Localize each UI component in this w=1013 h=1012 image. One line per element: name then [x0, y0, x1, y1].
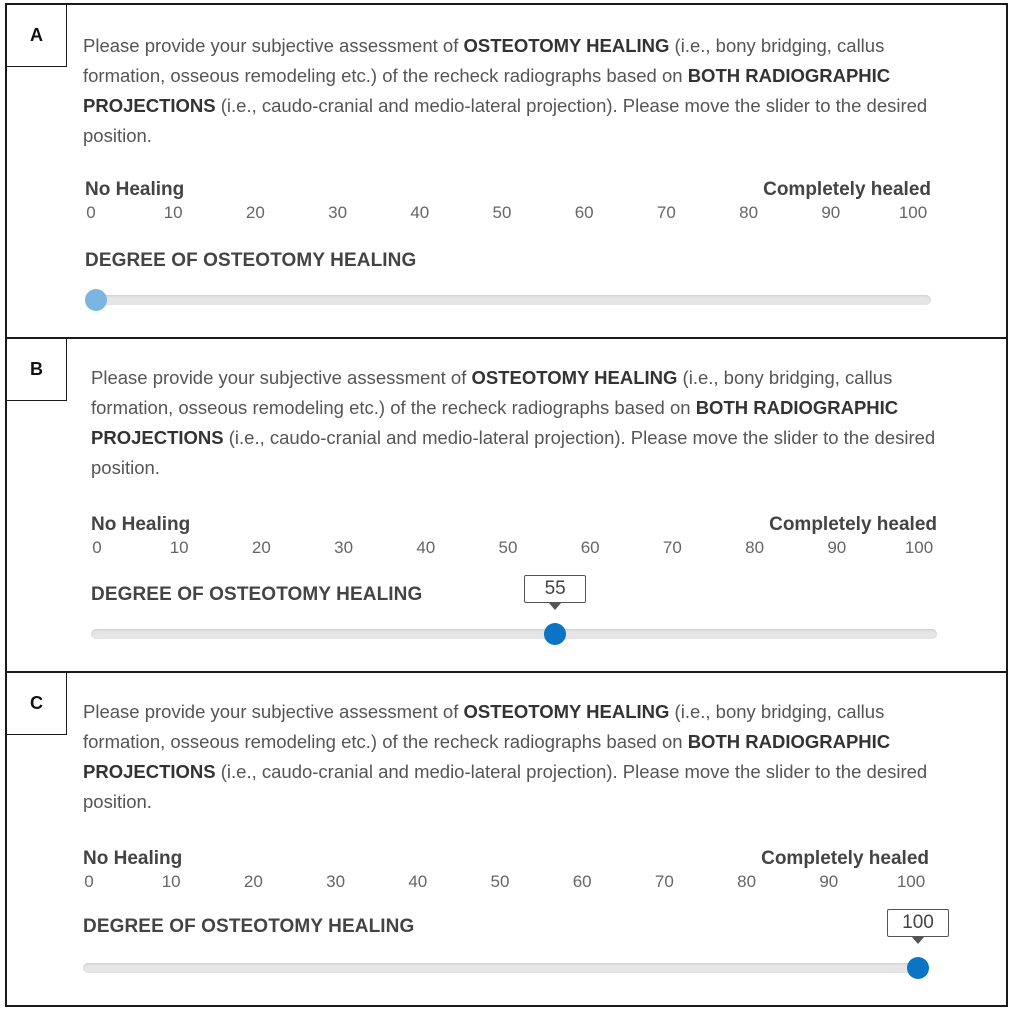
tick-label: 60	[580, 538, 600, 557]
tick-label: 100	[896, 872, 926, 891]
slider-track[interactable]	[91, 629, 937, 639]
scale-high-label: Completely healed	[763, 179, 931, 200]
slider-track[interactable]	[85, 295, 931, 305]
tick-label: 0	[84, 872, 94, 891]
tick-label: 30	[326, 872, 346, 891]
tick-label: 50	[492, 203, 512, 222]
slider-handle[interactable]	[544, 623, 566, 645]
slider-label: DEGREE OF OSTEOTOMY HEALING	[91, 584, 423, 605]
tick-label: 70	[662, 538, 682, 557]
tick-label: 0	[92, 538, 102, 557]
tick-label: 30	[334, 538, 354, 557]
panel-letter: A	[7, 5, 67, 67]
panel-b	[5, 337, 1008, 673]
value-bubble: 100	[887, 909, 949, 937]
question-text: Please provide your subjective assessment of OSTEOTOMY HEALING (i.e., bony bridging, callus formation, osseous remodeling etc.) of the recheck radiographs based on BOTH RADIOGRAPHIC PROJECTIONS (i.e., caudo-cranial and medio-lateral projection). Please move the slider to the desired position.	[83, 35, 928, 146]
tick-label: 80	[739, 203, 759, 222]
tick-label: 50	[490, 872, 510, 891]
tick-label: 100	[904, 538, 934, 557]
value-bubble: 55	[524, 575, 586, 603]
tick-label: 40	[410, 203, 430, 222]
tick-label: 50	[498, 538, 518, 557]
scale	[83, 848, 929, 896]
tick-label: 90	[827, 538, 847, 557]
value-bubble-pointer	[549, 603, 561, 610]
question-text: Please provide your subjective assessment of OSTEOTOMY HEALING (i.e., bony bridging, callus formation, osseous remodeling etc.) of the recheck radiographs based on BOTH RADIOGRAPHIC PROJECTIONS (i.e., caudo-cranial and medio-lateral projection). Please move the slider to the desired position.	[91, 367, 936, 478]
tick-label: 10	[169, 538, 189, 557]
panel-letter: B	[7, 339, 67, 401]
scale-low-label: No Healing	[91, 514, 191, 535]
tick-label: 60	[574, 203, 594, 222]
tick-label: 20	[245, 203, 265, 222]
slider-label: DEGREE OF OSTEOTOMY HEALING	[83, 916, 415, 937]
scale-low-label: No Healing	[85, 179, 185, 200]
tick-label: 40	[416, 538, 436, 557]
tick-label: 60	[572, 872, 592, 891]
tick-label: 30	[328, 203, 348, 222]
value-bubble-pointer	[912, 937, 924, 944]
tick-label: 90	[819, 872, 839, 891]
scale-high-label: Completely healed	[761, 848, 929, 869]
scale	[91, 514, 937, 562]
tick-label: 70	[656, 203, 676, 222]
tick-label: 70	[654, 872, 674, 891]
tick-label: 20	[243, 872, 263, 891]
tick-label: 80	[745, 538, 765, 557]
tick-label: 80	[737, 872, 757, 891]
scale-high-label: Completely healed	[769, 514, 937, 535]
tick-label: 40	[408, 872, 428, 891]
tick-label: 90	[821, 203, 841, 222]
panel-c	[5, 671, 1008, 1007]
panel-a	[5, 3, 1008, 339]
scale	[85, 179, 931, 227]
slider-handle[interactable]	[85, 289, 107, 311]
tick-label: 20	[251, 538, 271, 557]
slider-label: DEGREE OF OSTEOTOMY HEALING	[85, 250, 417, 271]
panel-letter: C	[7, 673, 67, 735]
scale-low-label: No Healing	[83, 848, 183, 869]
slider-track[interactable]	[83, 963, 929, 973]
tick-label: 10	[163, 203, 183, 222]
tick-label: 10	[161, 872, 181, 891]
question-text: Please provide your subjective assessment of OSTEOTOMY HEALING (i.e., bony bridging, callus formation, osseous remodeling etc.) of the recheck radiographs based on BOTH RADIOGRAPHIC PROJECTIONS (i.e., caudo-cranial and medio-lateral projection). Please move the slider to the desired position.	[83, 701, 928, 812]
tick-label: 100	[898, 203, 928, 222]
tick-label: 0	[86, 203, 96, 222]
slider-handle[interactable]	[907, 957, 929, 979]
